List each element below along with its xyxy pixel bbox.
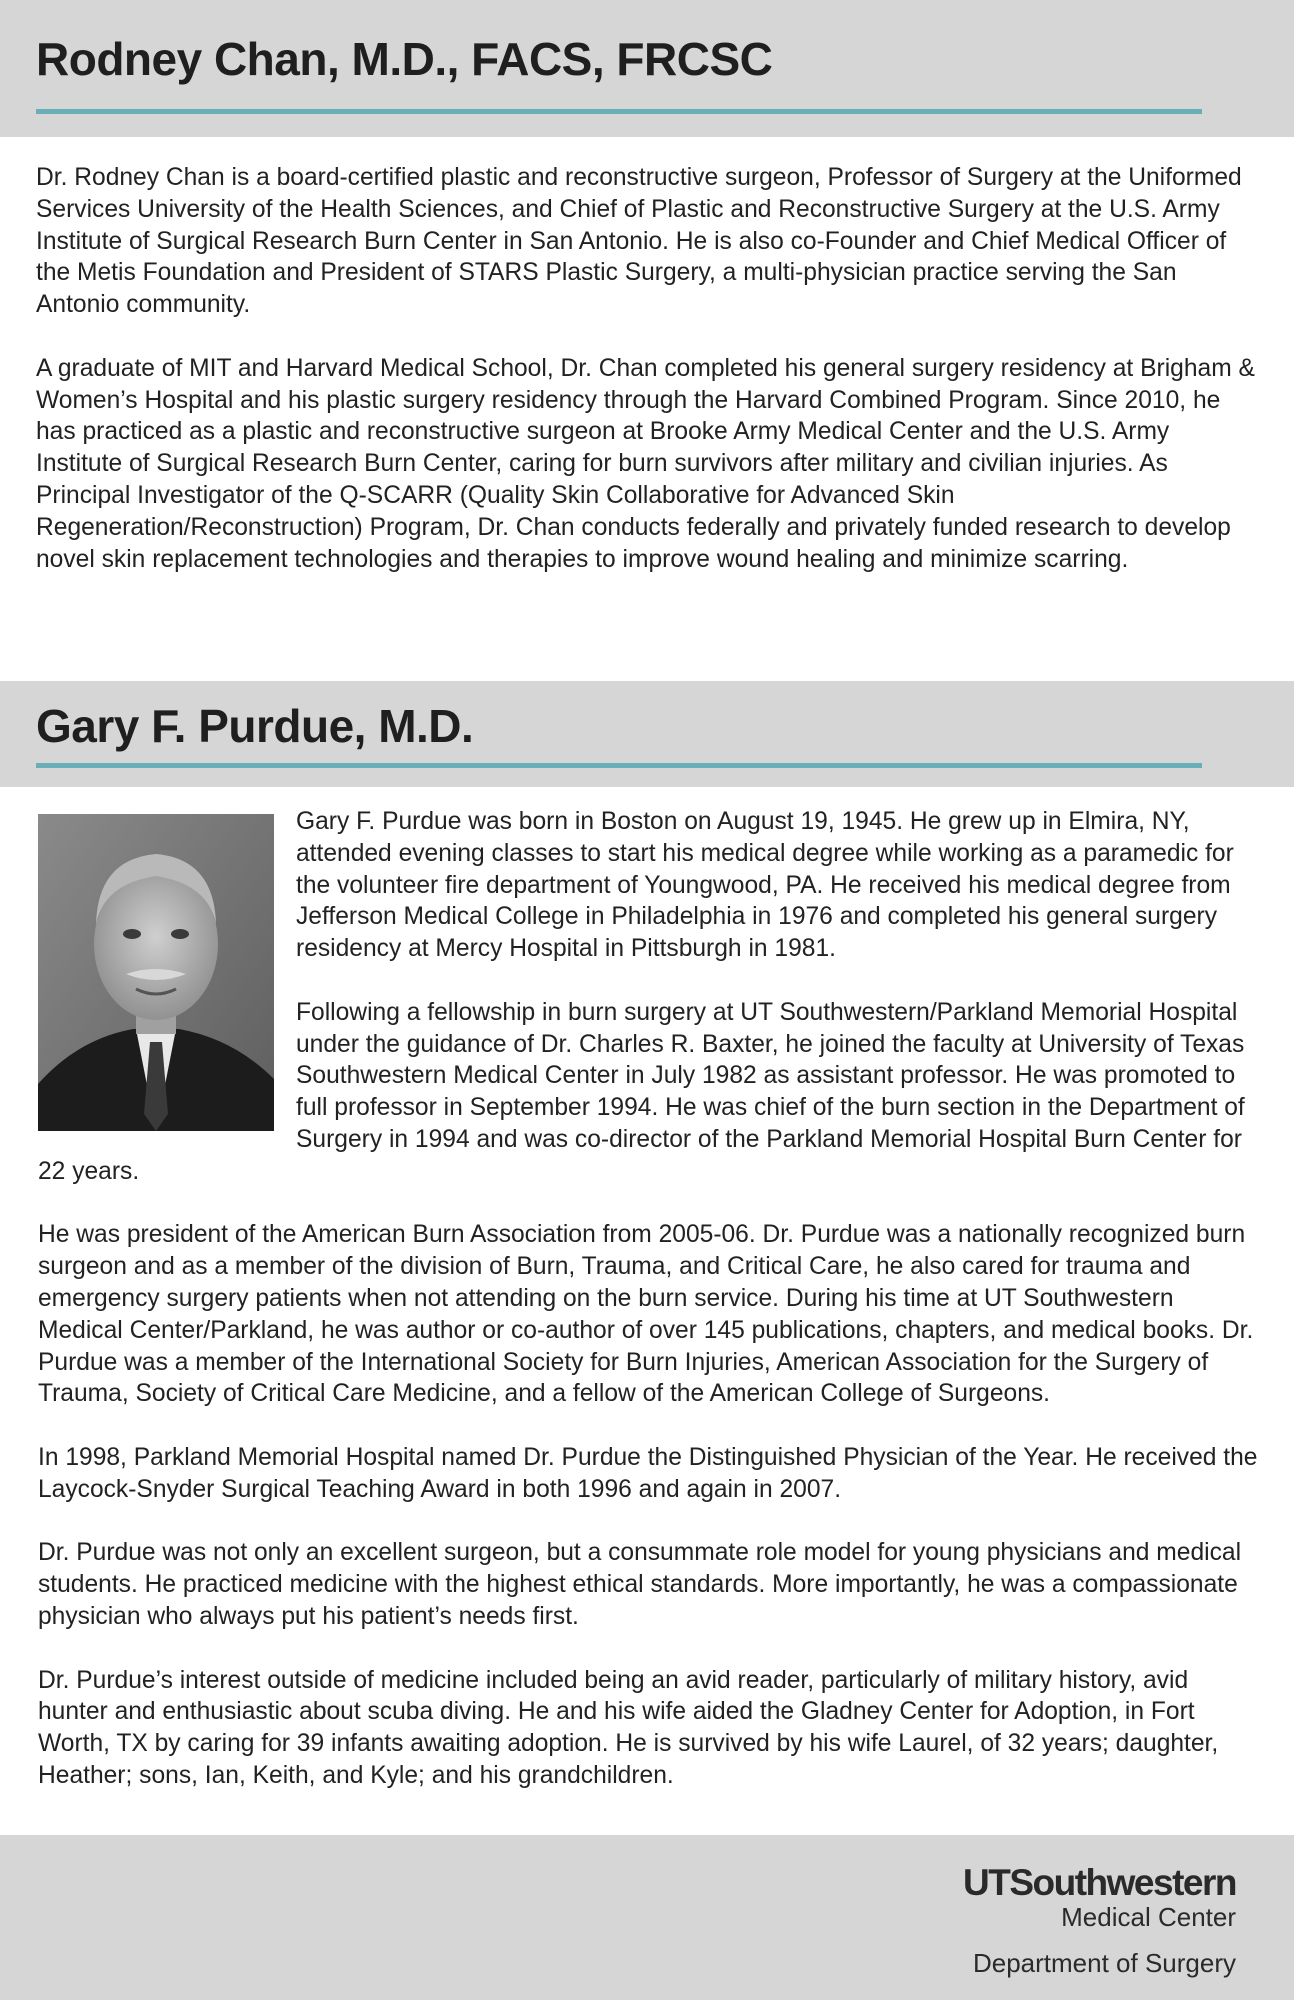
bio-paragraph: A graduate of MIT and Harvard Medical School, Dr. Chan completed his general surgery residency at Brigham & Women’s Hospital and his plastic surgery residency through the Harvard Combined Program. Since 2010, he has practiced as a plastic and reconstructive surgeon at Brooke Army Medical Center and the U.S. Army Institute of Surgical Research Burn Center, caring for burn survivors after military and civilian injuries. As Principal Investigator of the Q-SCARR (Quality Skin Collaborative for Advanced Skin Regeneration/Reconstruction) Program, Dr. Chan conducts federally and privately funded research to develop novel skin replacement technologies and therapies to improve wound healing and minimize scarring.	[36, 354, 1255, 573]
section-header-purdue	[0, 681, 1294, 787]
bio-purdue	[38, 806, 1263, 1792]
bio-paragraph: He was president of the American Burn Association from 2005-06. Dr. Purdue was a nationally recognized burn surgeon and as a member of the division of Burn, Trauma, and Critical Care, he also cared for trauma and emergency surgery patients when not attending on the burn service. During his time at UT Southwestern Medical Center/Parkland, he was author or co-author of over 145 publications, chapters, and medical books. Dr. Purdue was a member of the International Society for Burn Injuries, American Association for the Surgery of Trauma, Society of Critical Care Medicine, and a fellow of the American College of Surgeons.	[38, 1221, 1254, 1408]
bio-paragraph: Following a fellowship in burn surgery at UT Southwestern/Parkland Memorial Hospital under the guidance of Dr. Charles R. Baxter, he joined the faculty at University of Texas Southwestern Medical Center in July 1982 as assistant professor. He was promoted to full professor in September 1994. He was chief of the burn section in the Department of Surgery in 1994 and was co-director of the Parkland Memorial Hospital Burn Center for 22 years.	[38, 998, 1245, 1185]
bio-paragraph: Dr. Purdue’s interest outside of medicine included being an avid reader, particularly of military history, avid hunter and enthusiastic about scuba diving. He and his wife aided the Gladney Center for Adoption, in Fort Worth, TX by caring for 39 infants awaiting adoption. He is survived by his wife Laurel, of 32 years; daughter, Heather; sons, Ian, Keith, and Kyle; and his grandchildren.	[38, 1666, 1219, 1789]
bio-paragraph: Dr. Purdue was not only an excellent surgeon, but a consummate role model for young physicians and medical students. He practiced medicine with the highest ethical standards. More importantly, he was a compassionate physician who always put his patient’s needs first.	[38, 1539, 1242, 1630]
bio-paragraph: In 1998, Parkland Memorial Hospital named Dr. Purdue the Distinguished Physician of the Year. He received the Laycock-Snyder Surgical Teaching Award in both 1996 and again in 2007.	[38, 1443, 1258, 1503]
logo-brand: UTSouthwestern	[963, 1862, 1236, 1903]
bio-paragraph: Gary F. Purdue was born in Boston on August 19, 1945. He grew up in Elmira, NY, attended evening classes to start his medical degree while working as a paramedic for the volunteer fire department of Youngwood, PA. He received his medical degree from Jefferson Medical College in Philadelphia in 1976 and completed his general surgery residency at Mercy Hospital in Pittsburgh in 1981.	[296, 808, 1234, 963]
department-name: Department of Surgery	[972, 1948, 1236, 1978]
logo-subtitle: Medical Center	[1061, 1902, 1236, 1932]
accent-rule	[36, 763, 1202, 768]
accent-rule	[36, 109, 1202, 114]
section-header-chan	[0, 0, 1294, 137]
ut-southwestern-logo	[963, 1863, 1236, 1979]
section-title-purdue: Gary F. Purdue, M.D.	[36, 700, 474, 752]
bio-paragraph: Dr. Rodney Chan is a board-certified plastic and reconstructive surgeon, Professor of Surgery at the Uniformed Services University of the Health Sciences, and Chief of Plastic and Reconstructive Surgery at the U.S. Army Institute of Surgical Research Burn Center in San Antonio. He is also co-Founder and Chief Medical Officer of the Metis Foundation and President of STARS Plastic Surgery, a multi-physician practice serving the San Antonio community.	[36, 164, 1242, 319]
portrait-photo	[38, 814, 274, 1131]
footer	[0, 1835, 1294, 2000]
bio-chan	[36, 162, 1261, 575]
section-title-chan: Rodney Chan, M.D., FACS, FRCSC	[36, 33, 773, 85]
